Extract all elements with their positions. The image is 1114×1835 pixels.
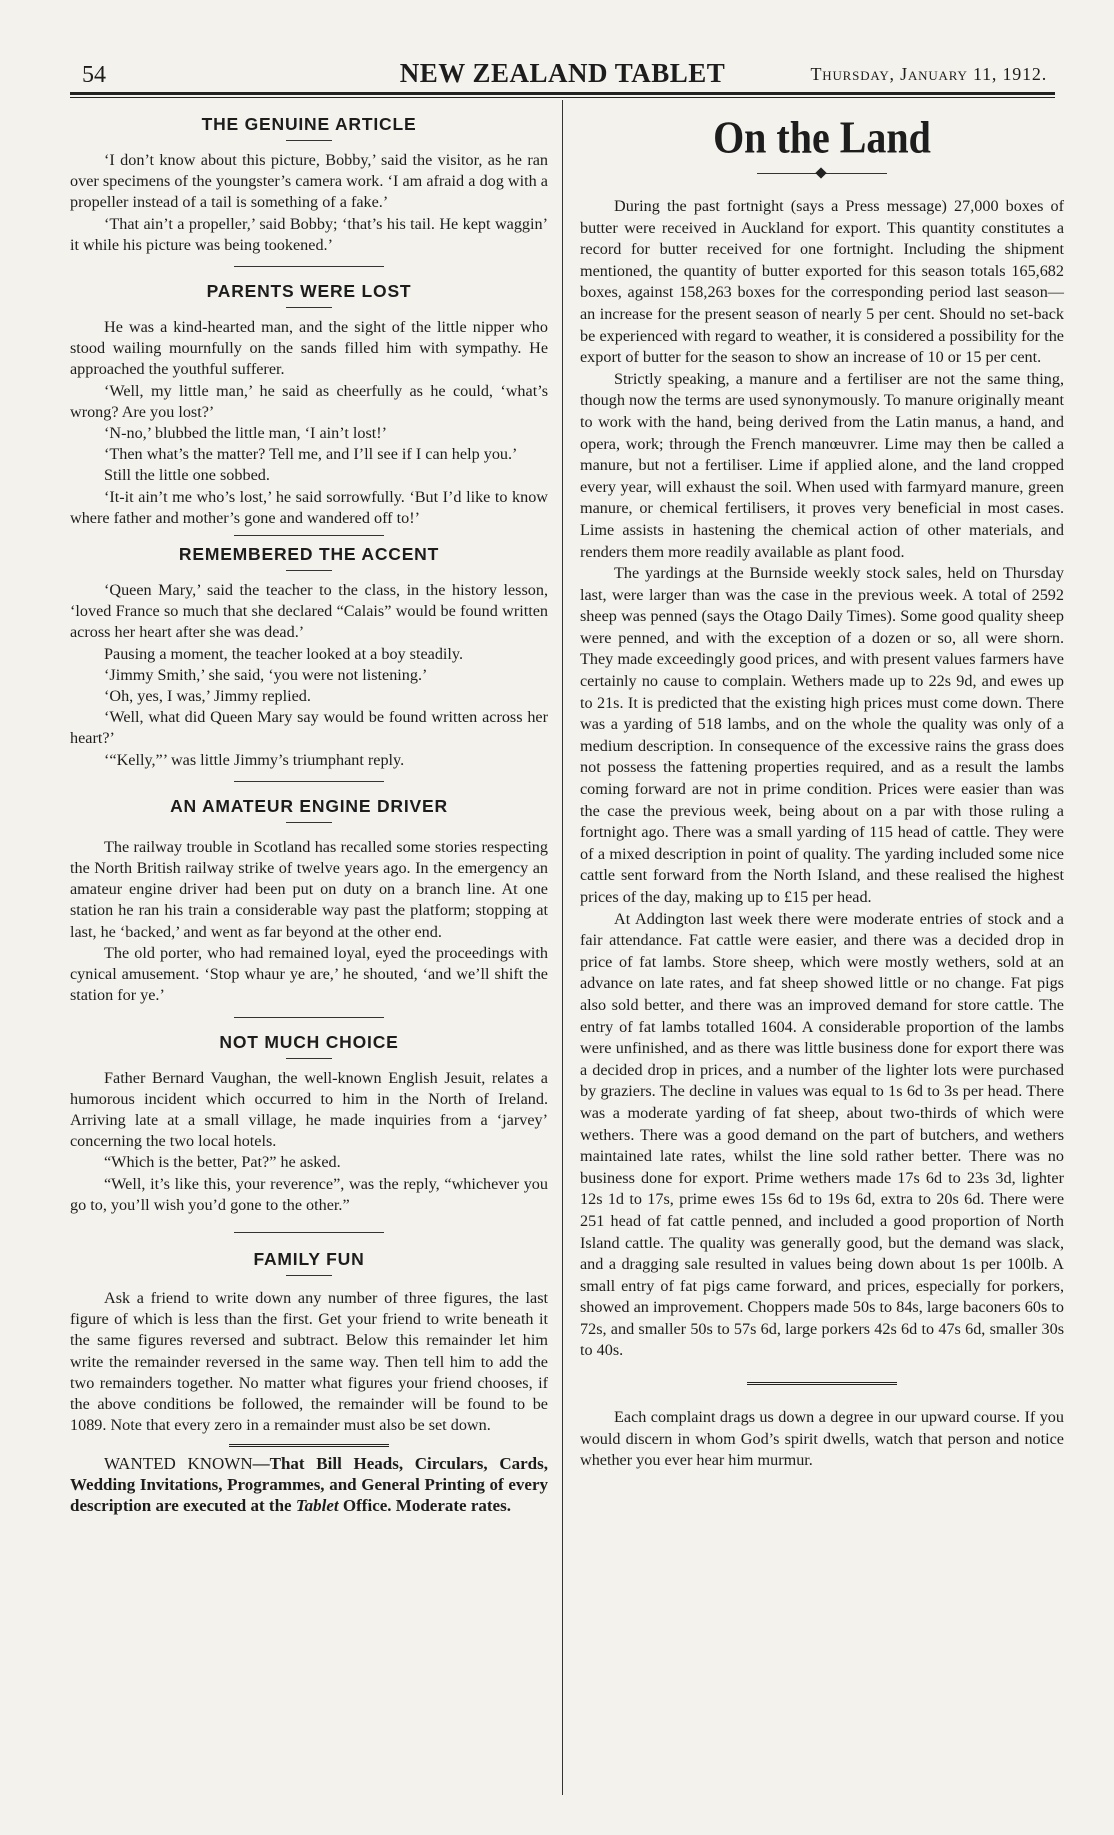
article-separator bbox=[234, 535, 384, 536]
article-paragraph: Strictly speaking, a manure and a fertiliser are not the same thing, though now the terms are used synonymously. To manure originally meant to work with the hand, being derived from the Latin manus, a hand, and opera, work; through the French manœuvrer. Lime may then be called a manure, but not a fertiliser. Lime if applied alone, and the land cropped every year, will exhaust the soil. When used with farmyard manure, green manure, or chemical fertilisers, it proves very beneficial in most cases. Lime assists in hastening the chemical action of other materials, and renders them more readily available as plant food. bbox=[580, 369, 1064, 561]
article-paragraph: ‘Oh, yes, I was,’ Jimmy replied. bbox=[104, 687, 311, 706]
publication-date: Thursday, January 11, 1912. bbox=[810, 64, 1047, 84]
article-paragraph: Father Bernard Vaughan, the well-known English Jesuit, relates a humorous incident which occurred to him in the North of Ireland. Arriving late at a small village, he made inquiries from a ‘jarvey’ concerning the two local hotels. bbox=[70, 1068, 548, 1151]
right-column bbox=[580, 110, 1064, 1472]
article-heading: PARENTS WERE LOST bbox=[206, 281, 412, 302]
closing-paragraph: Each complaint drags us down a degree in our upward course. If you would discern in whom God’s spirit dwells, watch that person and notice whether you ever hear him murmur. bbox=[580, 1408, 1064, 1470]
article-paragraph: The railway trouble in Scotland has recalled some stories respecting the North British railway strike of twelve years ago. In the emergency an amateur engine driver had been put on duty on a branch line. At one station he ran his train a considerable way past the platform; stopping at last, he ‘backed,’ and went as far beyond at the other end. bbox=[70, 837, 548, 941]
article-paragraph: “Which is the better, Pat?” he asked. bbox=[104, 1153, 341, 1172]
article-separator bbox=[234, 1017, 384, 1018]
article-paragraph: ‘It-it ain’t me who’s lost,’ he said sorrowfully. ‘But I’d like to know where father and mother’s gone and wandered off to!’ bbox=[70, 487, 548, 527]
article-heading: FAMILY FUN bbox=[253, 1248, 365, 1269]
article-paragraph: “Well, it’s like this, your reverence”, was the reply, “whichever you go to, you’ll wish you’d gone to the other.” bbox=[70, 1174, 548, 1214]
diamond-icon bbox=[815, 167, 826, 178]
left-column bbox=[70, 110, 548, 1516]
heading-rule bbox=[286, 307, 332, 308]
article-heading: THE GENUINE ARTICLE bbox=[201, 114, 417, 134]
article-paragraph: ‘Well, my little man,’ he said as cheerfully as he could, ‘what’s wrong? Are you lost?’ bbox=[70, 381, 548, 421]
article-paragraph: ‘N-no,’ blubbed the little man, ‘I ain’t lost!’ bbox=[104, 424, 388, 443]
advert-separator bbox=[229, 1444, 389, 1447]
article-paragraph: The yardings at the Burnside weekly stock sales, held on Thursday last, were larger than was the case in the previous week. A total of 2592 sheep was penned (says the Otago Daily Times). Some good quality sheep were penned, and with the exception of a dozen or so, all were shorn. They made exceedingly good prices, and with present values farmers have certainly no cause to complain. Wethers made up to 22s 9d, and ewes up to 21s. It is predicted that the existing high prices must come down. There was a yarding of 518 lambs, and on the whole the quality was only of a medium description. In consequence of the excessive rains the grass does not possess the fattening properties required, and as a result the lambs coming forward are not in prime condition. Prices were easier than was the case the previous week, being about on a par with those ruling a fortnight ago. There was a small yarding of 115 head of cattle. They were of a mixed description in point of quality. The yarding included some nice cattle sent forward from the North Island, and these realised the highest prices of the day, making up to £15 per head. bbox=[580, 564, 1064, 906]
article-paragraph: Still the little one sobbed. bbox=[104, 466, 270, 485]
article-paragraph: Ask a friend to write down any number of three figures, the last figure of which is less than the first. Get your friend to write beneath it the same figures reversed and subtract. Below this remainder let him write the remainder reversed in the same way. Then tell him to add the two remainders together. No matter what figures your friend chooses, if the above conditions be followed, the remainder will be found to be 1089. Note that every zero in a remainder must also be set down. bbox=[70, 1288, 548, 1435]
heading-rule bbox=[286, 140, 332, 141]
article-separator bbox=[234, 266, 384, 267]
advert-italic: Tablet bbox=[295, 1496, 339, 1516]
article-amateur-engine-driver bbox=[70, 796, 548, 1007]
article-paragraph: The old porter, who had remained loyal, eyed the proceedings with cynical amusement. ‘Stop whaur ye are,’ he shouted, ‘and we’ll shift the station for ye.’ bbox=[70, 943, 548, 1005]
article-separator bbox=[234, 1232, 384, 1233]
column-divider bbox=[562, 100, 563, 1795]
article-remembered-the-accent bbox=[70, 544, 548, 771]
section-title: On the Land bbox=[713, 110, 931, 163]
ornament-rule bbox=[757, 168, 887, 180]
article-parents-were-lost bbox=[70, 281, 548, 529]
header-rule bbox=[70, 92, 1055, 95]
article-not-much-choice bbox=[70, 1032, 548, 1216]
advert-tail: Office. Moderate rates. bbox=[342, 1496, 511, 1516]
article-paragraph: Pausing a moment, the teacher looked at a boy steadily. bbox=[104, 644, 464, 663]
advert-lead: WANTED KNOWN bbox=[104, 1454, 253, 1474]
article-paragraph: ‘I don’t know about this picture, Bobby,’ said the visitor, as he ran over specimens of the youngster’s camera work. ‘I am afraid a dog with a propeller instead of a tail is something of a fake.’ bbox=[70, 151, 548, 212]
heading-rule bbox=[286, 570, 332, 571]
newspaper-title: NEW ZEALAND TABLET bbox=[399, 58, 726, 88]
article-paragraph: ‘Then what’s the matter? Tell me, and I’ll see if I can help you.’ bbox=[104, 445, 518, 464]
page-header bbox=[70, 58, 1055, 92]
article-heading: REMEMBERED THE ACCENT bbox=[178, 544, 440, 565]
article-paragraph: ‘That ain’t a propeller,’ said Bobby; ‘that’s his tail. He kept waggin’ it while his picture was being tookened.’ bbox=[70, 214, 548, 254]
article-heading: AN AMATEUR ENGINE DRIVER bbox=[170, 795, 448, 816]
article-paragraph: ‘Queen Mary,’ said the teacher to the class, in the history lesson, ‘loved France so much that she declared “Calais” would be found written across her heart after she was dead.’ bbox=[70, 581, 548, 642]
page-number: 54 bbox=[82, 62, 106, 88]
article-paragraph: During the past fortnight (says a Press message) 27,000 boxes of butter were received in Auckland for export. This quantity constitutes a record for butter received for one fortnight. Including the shipment mentioned, the quantity of butter exported for this season totals 165,682 boxes, against 158,263 boxes for the corresponding period last season—an increase for the present season of nearly 5 per cent. Should no set-back be experienced with regard to weather, it is considered a possibility for the export of butter for the season to show an increase of 10 or 15 per cent. bbox=[580, 197, 1064, 367]
advert-text: —That Bill Heads, Circulars, Cards, Wedding Invitations, Programmes, and General Printing of every description are executed at the bbox=[70, 1454, 548, 1516]
article-paragraph: ‘Jimmy Smith,’ she said, ‘you were not listening.’ bbox=[104, 665, 428, 684]
article-paragraph: He was a kind-hearted man, and the sight of the little nipper who stood wailing mournfully on the sands filled him with sympathy. He approached the youthful sufferer. bbox=[70, 318, 548, 379]
article-separator bbox=[234, 781, 384, 782]
article-genuine-article bbox=[70, 114, 548, 256]
header-rule-thin bbox=[70, 97, 1055, 98]
article-paragraph: ‘“Kelly,”’ was little Jimmy’s triumphant reply. bbox=[104, 750, 405, 769]
article-family-fun bbox=[70, 1249, 548, 1436]
article-paragraph: ‘Well, what did Queen Mary say would be found written across her heart?’ bbox=[70, 708, 548, 748]
heading-rule bbox=[286, 822, 332, 823]
article-paragraph: At Addington last week there were moderate entries of stock and a fair attendance. Fat cattle were easier, and there was a decided drop in price of fat lambs. Store sheep, which were mostly wethers, sold at an advance on late rates, and fat sheep showed little or no change. Fat pigs also sold better, and there was an improved demand for store cattle. The entry of fat lambs totalled 1604. A considerable proportion of the lambs were unfinished, and as there was little business done for export there was a decided drop in prices, and a number of the lighter lots were purchased by graziers. The decline in values was equal to 1s 6d to 3s per head. There was a moderate yarding of fat sheep, about two-thirds of which were wethers. There was a good demand on the part of butchers, and wethers maintained late rates, whilst the line sold rather better. There was no business done for export. Prime wethers made 17s 6d to 23s 3d, lighter 12s 1d to 17s, prime ewes 15s 6d to 19s 6d, extra to 20s 6d. There were 251 head of fat cattle penned, and included a good proportion of North Island cattle. The quality was generally good, but the demand was slack, and a dragging sale resulted in values being down about 1s per 100lb. A small entry of fat pigs came forward, and prices, especially for porkers, showed an improvement. Choppers made 50s to 84s, large baconers 60s to 72s, and smaller 50s to 57s 6d, large porkers 42s 6d to 47s 6d, smaller 30s to 40s. bbox=[580, 909, 1064, 1360]
article-heading: NOT MUCH CHOICE bbox=[219, 1031, 399, 1052]
heading-rule bbox=[286, 1275, 332, 1276]
heading-rule bbox=[286, 1058, 332, 1059]
wanted-known-advert bbox=[70, 1453, 548, 1516]
closing-separator bbox=[747, 1382, 897, 1385]
